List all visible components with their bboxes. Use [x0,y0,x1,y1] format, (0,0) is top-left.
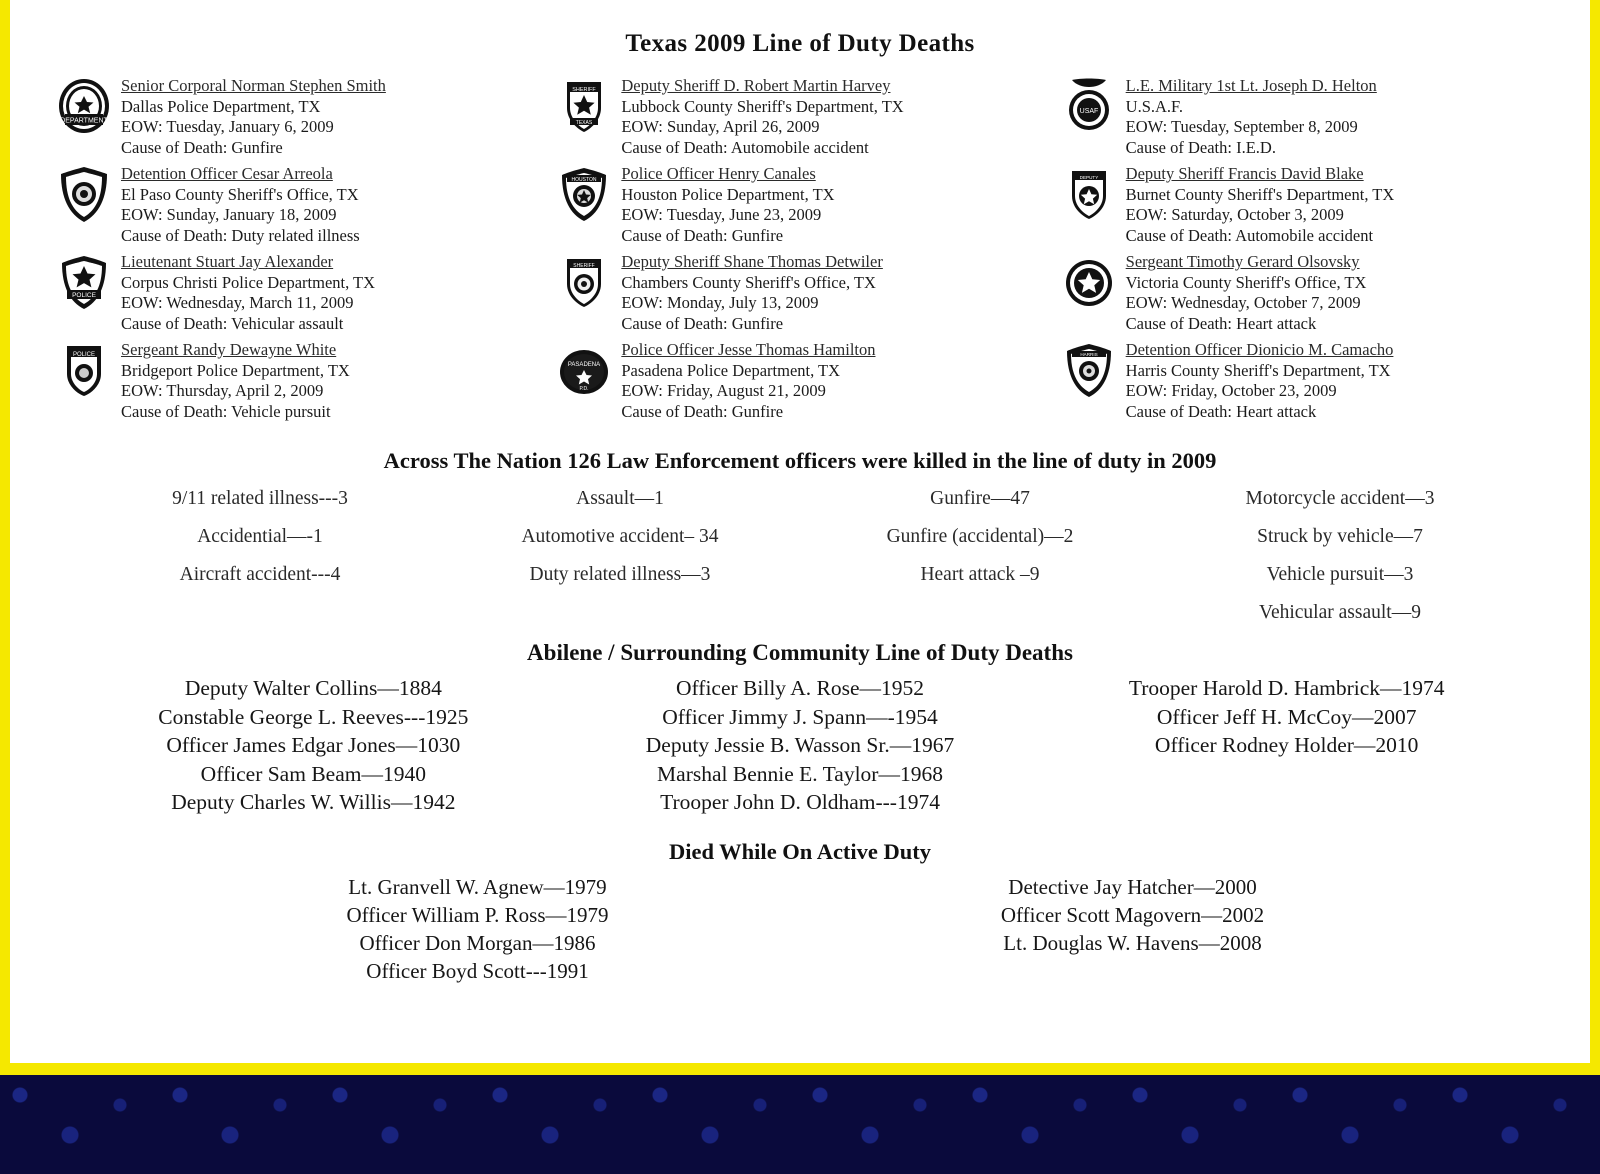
stat-cell: 9/11 related illness---3 [172,488,348,509]
officer-entry [555,340,1037,422]
right-yellow-border [1590,0,1600,1174]
officer-name: Deputy Sheriff D. Robert Martin Harvey [621,76,891,95]
officer-eow: EOW: Wednesday, October 7, 2009 [1125,293,1361,312]
officer-cause: Cause of Death: Gunfire [121,137,283,157]
officer-details [621,76,903,158]
stats-row [80,602,1520,624]
pasadena-police-badge [555,340,613,402]
footer-yellow-bar [0,1063,1600,1075]
officer-name: L.E. Military 1st Lt. Joseph D. Helton [1125,76,1377,95]
stat-cell: Automotive accident– 34 [521,526,719,547]
officer-name: Senior Corporal Norman Stephen Smith [121,76,386,95]
abilene-entry: Officer Sam Beam—1940 [200,761,426,786]
abilene-entry: Constable George L. Reeves---1925 [158,704,469,729]
abilene-entry: Officer Rodney Holder—2010 [1154,733,1419,757]
stat-cell: Gunfire—47 [930,488,1030,509]
officer-details [1126,252,1367,334]
officer-entry [55,164,537,246]
active-duty-entry: Lt. Douglas W. Havens—2008 [1003,930,1262,955]
stat-cell: Accidential—-1 [197,526,323,547]
active-duty-entry: Officer Don Morgan—1986 [359,930,596,955]
officer-cause: Cause of Death: Automobile accident [1125,225,1374,245]
active-duty-entry: Officer William P. Ross—1979 [346,902,609,927]
officer-name: Detention Officer Dionicio M. Camacho [1125,340,1394,359]
officer-agency: Burnet County Sheriff's Department, TX [1125,184,1395,204]
officer-cause: Cause of Death: I.E.D. [1125,137,1276,157]
svg-text:SHERIFF: SHERIFF [573,263,596,269]
officer-agency: Dallas Police Department, TX [121,96,321,116]
officer-entry [555,252,1037,334]
officer-details [1126,76,1377,158]
dallas-police-department-badge [55,76,113,138]
svg-text:SHERIFF: SHERIFF [572,87,597,93]
officer-details [621,252,883,334]
stat-cell: Aircraft accident---4 [179,564,341,585]
us-air-force-military-badge [1060,76,1118,138]
officer-column-2 [555,76,1045,428]
officer-eow: EOW: Friday, October 23, 2009 [1125,381,1337,400]
officer-eow: EOW: Tuesday, June 23, 2009 [621,205,822,224]
abilene-entry: Trooper Harold D. Hambrick—1974 [1128,676,1445,700]
officer-name: Deputy Sheriff Shane Thomas Detwiler [621,252,883,271]
officer-agency: Houston Police Department, TX [621,184,835,204]
officer-agency: Chambers County Sheriff's Office, TX [621,272,876,292]
left-yellow-border [0,0,10,1174]
officer-cause: Cause of Death: Automobile accident [621,137,869,157]
svg-text:DEPUTY: DEPUTY [1079,175,1098,180]
victoria-county-sheriff-badge [1060,252,1118,314]
officer-eow: EOW: Wednesday, March 11, 2009 [121,293,354,312]
officer-entry [55,252,537,334]
officer-eow: EOW: Thursday, April 2, 2009 [121,381,324,400]
active-duty-columns [10,873,1590,985]
officer-details [121,340,350,422]
officer-entry [1060,164,1542,246]
bridgeport-police-badge [55,340,113,402]
officer-cause: Cause of Death: Gunfire [621,401,784,421]
stat-cell: Motorcycle accident—3 [1245,488,1435,509]
page-content [10,0,1590,1060]
officer-eow: EOW: Monday, July 13, 2009 [621,293,819,312]
officer-details [1126,164,1395,246]
active-duty-entry: Officer Scott Magovern—2002 [1000,902,1265,927]
svg-text:HARRIS: HARRIS [1079,352,1098,357]
officer-columns [10,76,1590,428]
stats-row [80,488,1520,510]
officer-name: Deputy Sheriff Francis David Blake [1125,164,1364,183]
svg-text:POLICE: POLICE [72,352,96,358]
officer-eow: EOW: Sunday, April 26, 2009 [621,117,820,136]
stat-cell: Gunfire (accidental)—2 [886,526,1074,547]
stats-row [80,564,1520,586]
abilene-entry: Deputy Charles W. Willis—1942 [171,790,456,814]
svg-text:P.D.: P.D. [579,386,589,392]
officer-cause: Cause of Death: Gunfire [621,313,784,333]
officer-cause: Cause of Death: Vehicle pursuit [121,401,331,421]
officer-details [621,164,834,246]
officer-details [121,164,360,246]
stat-cell: Struck by vehicle—7 [1257,526,1423,547]
officer-eow: EOW: Tuesday, January 6, 2009 [121,117,334,136]
officer-name: Police Officer Henry Canales [621,164,816,183]
abilene-column-1 [70,674,557,817]
officer-agency: Corpus Christi Police Department, TX [121,272,376,292]
stat-cell: Duty related illness—3 [529,564,711,585]
officer-eow: EOW: Saturday, October 3, 2009 [1125,205,1344,224]
active-duty-column-1 [150,873,805,985]
abilene-columns [10,674,1590,817]
abilene-entry: Officer Jeff H. McCoy—2007 [1156,704,1417,729]
officer-entry [55,76,537,158]
svg-text:PASADENA: PASADENA [568,362,601,368]
abilene-entry: Trooper John D. Oldham---1974 [660,790,940,814]
officer-agency: Lubbock County Sheriff's Department, TX [621,96,904,116]
officer-cause: Cause of Death: Gunfire [621,225,784,245]
nation-heading: Across The Nation 126 Law Enforcement officers were killed in the line of duty in 2009 [383,448,1217,473]
active-duty-entry: Lt. Granvell W. Agnew—1979 [348,874,607,899]
officer-details [1126,340,1394,422]
officer-cause: Cause of Death: Duty related illness [121,225,360,245]
officer-eow: EOW: Tuesday, September 8, 2009 [1125,117,1358,136]
officer-agency: Harris County Sheriff's Department, TX [1125,360,1391,380]
page-title: Texas 2009 Line of Duty Deaths [625,30,975,57]
officer-name: Sergeant Timothy Gerard Olsovsky [1125,252,1360,271]
officer-column-1 [55,76,545,428]
houston-police-badge [555,164,613,226]
abilene-entry: Officer Billy A. Rose—1952 [675,676,925,700]
stat-cell: Vehicular assault—9 [1259,602,1421,623]
officer-agency: Pasadena Police Department, TX [621,360,841,380]
svg-text:POLICE: POLICE [72,292,96,299]
lubbock-county-sheriff-badge [555,76,613,138]
active-duty-heading: Died While On Active Duty [668,838,932,864]
abilene-entry: Deputy Walter Collins—1884 [184,676,442,700]
abilene-entry: Deputy Jessie B. Wasson Sr.—1967 [645,733,955,757]
el-paso-county-sheriff-badge [55,164,113,226]
svg-text:DEPARTMENT: DEPARTMENT [60,117,108,125]
stats-row [80,526,1520,548]
officer-entry [1060,340,1542,422]
abilene-column-2 [557,674,1044,817]
active-duty-entry: Detective Jay Hatcher—2000 [1008,874,1257,899]
officer-agency: U.S.A.F. [1125,96,1184,116]
abilene-entry: Marshal Bennie E. Taylor—1968 [657,761,943,786]
abilene-heading: Abilene / Surrounding Community Line of Duty Deaths [527,640,1073,665]
harris-county-sheriff-badge [1060,340,1118,402]
officer-column-3 [1060,76,1550,428]
chambers-county-sheriff-badge [555,252,613,314]
officer-name: Sergeant Randy Dewayne White [121,340,337,359]
svg-text:TEXAS: TEXAS [576,120,593,126]
svg-text:HOUSTON: HOUSTON [571,177,597,183]
officer-eow: EOW: Friday, August 21, 2009 [621,381,826,400]
stat-cell: Heart attack –9 [920,564,1040,585]
officer-agency: Bridgeport Police Department, TX [121,360,350,380]
officer-entry [555,164,1037,246]
officer-entry [1060,252,1542,334]
abilene-entry: Officer James Edgar Jones—1030 [166,733,461,757]
officer-eow: EOW: Sunday, January 18, 2009 [121,205,337,224]
officer-details [121,252,375,334]
officer-name: Detention Officer Cesar Arreola [121,164,333,183]
officer-name: Lieutenant Stuart Jay Alexander [121,252,334,271]
officer-details [121,76,386,158]
abilene-entry: Officer Jimmy J. Spann—-1954 [662,704,938,729]
officer-cause: Cause of Death: Heart attack [1125,313,1317,333]
officer-cause: Cause of Death: Vehicular assault [121,313,344,333]
officer-cause: Cause of Death: Heart attack [1125,401,1317,421]
officer-entry [1060,76,1542,158]
abilene-column-3 [1043,674,1530,817]
officer-details [621,340,875,422]
officer-agency: Victoria County Sheriff's Office, TX [1125,272,1367,292]
active-duty-entry: Officer Boyd Scott---1991 [366,958,589,983]
officer-entry [55,340,537,422]
stat-cell: Vehicle pursuit—3 [1266,564,1414,585]
active-duty-column-2 [805,873,1460,985]
officer-agency: El Paso County Sheriff's Office, TX [121,184,359,204]
corpus-christi-police-badge [55,252,113,314]
stat-cell: Assault—1 [576,488,664,509]
burnet-county-sheriff-badge [1060,164,1118,226]
nation-stats [10,488,1590,624]
officer-name: Police Officer Jesse Thomas Hamilton [621,340,876,359]
svg-text:USAF: USAF [1079,108,1098,115]
footer-navy-banner [0,1075,1600,1174]
officer-entry [555,76,1037,158]
